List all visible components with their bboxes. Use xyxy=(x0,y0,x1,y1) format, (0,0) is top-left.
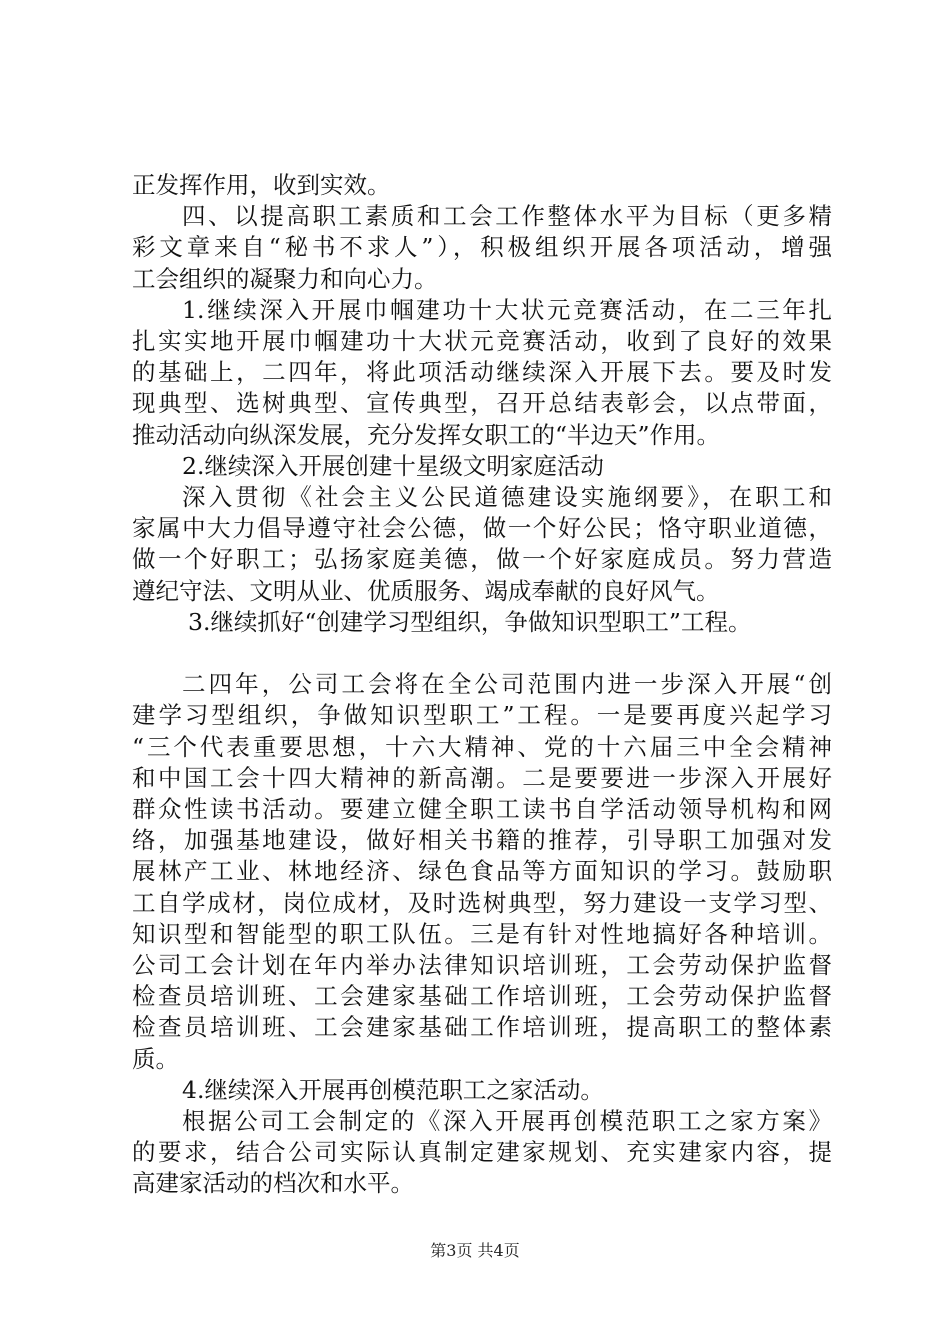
item-heading-line: 4.继续深入开展再创模范职工之家活动。 xyxy=(182,1076,604,1104)
text-line: 扎实实地开展巾帼建功十大状元竞赛活动，收到了良好的效果 xyxy=(132,327,832,355)
text-line: 质。 xyxy=(132,1045,179,1073)
text-line: 高建家活动的档次和水平。 xyxy=(132,1169,414,1197)
text-line: 家属中大力倡导遵守社会公德，做一个好公民；恪守职业道德， xyxy=(132,514,832,542)
text-line: 络，加强基地建设，做好相关书籍的推荐，引导职工加强对发 xyxy=(132,826,832,854)
item-heading-line: 3.继续抓好“创建学习型组织，争做知识型职工”工程。 xyxy=(188,608,752,636)
text-line: 和中国工会十四大精神的新高潮。二是要要进一步深入开展好 xyxy=(132,764,832,792)
text-line: 工会组织的凝聚力和向心力。 xyxy=(132,265,438,293)
text-line: 现典型、选树典型、宣传典型，召开总结表彰会，以点带面， xyxy=(132,389,832,417)
page-footer: 第3页 共4页 xyxy=(430,1241,520,1260)
text-line: 知识型和智能型的职工队伍。三是有针对性地搞好各种培训。 xyxy=(132,920,832,948)
text-line: 根据公司工会制定的《深入开展再创模范职工之家方案》 xyxy=(182,1107,832,1135)
text-line: 二四年，公司工会将在全公司范围内进一步深入开展“创 xyxy=(182,670,832,698)
text-line: “三个代表重要思想，十六大精神、党的十六届三中全会精神 xyxy=(132,733,832,761)
text-line: 建学习型组织，争做知识型职工”工程。一是要再度兴起学习 xyxy=(132,701,832,729)
text-line: 深入贯彻《社会主义公民道德建设实施纲要》，在职工和 xyxy=(182,483,832,511)
text-line: 展林产工业、林地经济、绿色食品等方面知识的学习。鼓励职 xyxy=(132,857,832,885)
text-line: 正发挥作用，收到实效。 xyxy=(132,171,391,199)
text-line: 做一个好职工；弘扬家庭美德，做一个好家庭成员。努力营造 xyxy=(132,545,832,573)
text-line: 彩文章来自“秘书不求人”），积极组织开展各项活动，增强 xyxy=(132,233,832,261)
text-line: 工自学成材，岗位成材，及时选树典型，努力建设一支学习型、 xyxy=(132,889,832,917)
text-line: 遵纪守法、文明从业、优质服务、竭成奉献的良好风气。 xyxy=(132,577,720,605)
section-heading-line: 四、以提高职工素质和工会工作整体水平为目标（更多精 xyxy=(182,202,832,230)
text-line: 群众性读书活动。要建立健全职工读书自学活动领导机构和网 xyxy=(132,795,832,823)
item-heading-line: 2.继续深入开展创建十星级文明家庭活动 xyxy=(182,452,604,480)
text-line: 检查员培训班、工会建家基础工作培训班，工会劳动保护监督 xyxy=(132,982,832,1010)
text-line: 推动活动向纵深发展，充分发挥女职工的“半边天”作用。 xyxy=(132,421,721,449)
text-line: 公司工会计划在年内举办法律知识培训班，工会劳动保护监督 xyxy=(132,951,832,979)
text-line: 检查员培训班、工会建家基础工作培训班，提高职工的整体素 xyxy=(132,1013,832,1041)
text-line: 的基础上，二四年，将此项活动继续深入开展下去。要及时发 xyxy=(132,358,832,386)
item-heading-line: 1.继续深入开展巾帼建功十大状元竞赛活动，在二三年扎 xyxy=(182,296,832,324)
text-line: 的要求，结合公司实际认真制定建家规划、充实建家内容，提 xyxy=(132,1138,832,1166)
